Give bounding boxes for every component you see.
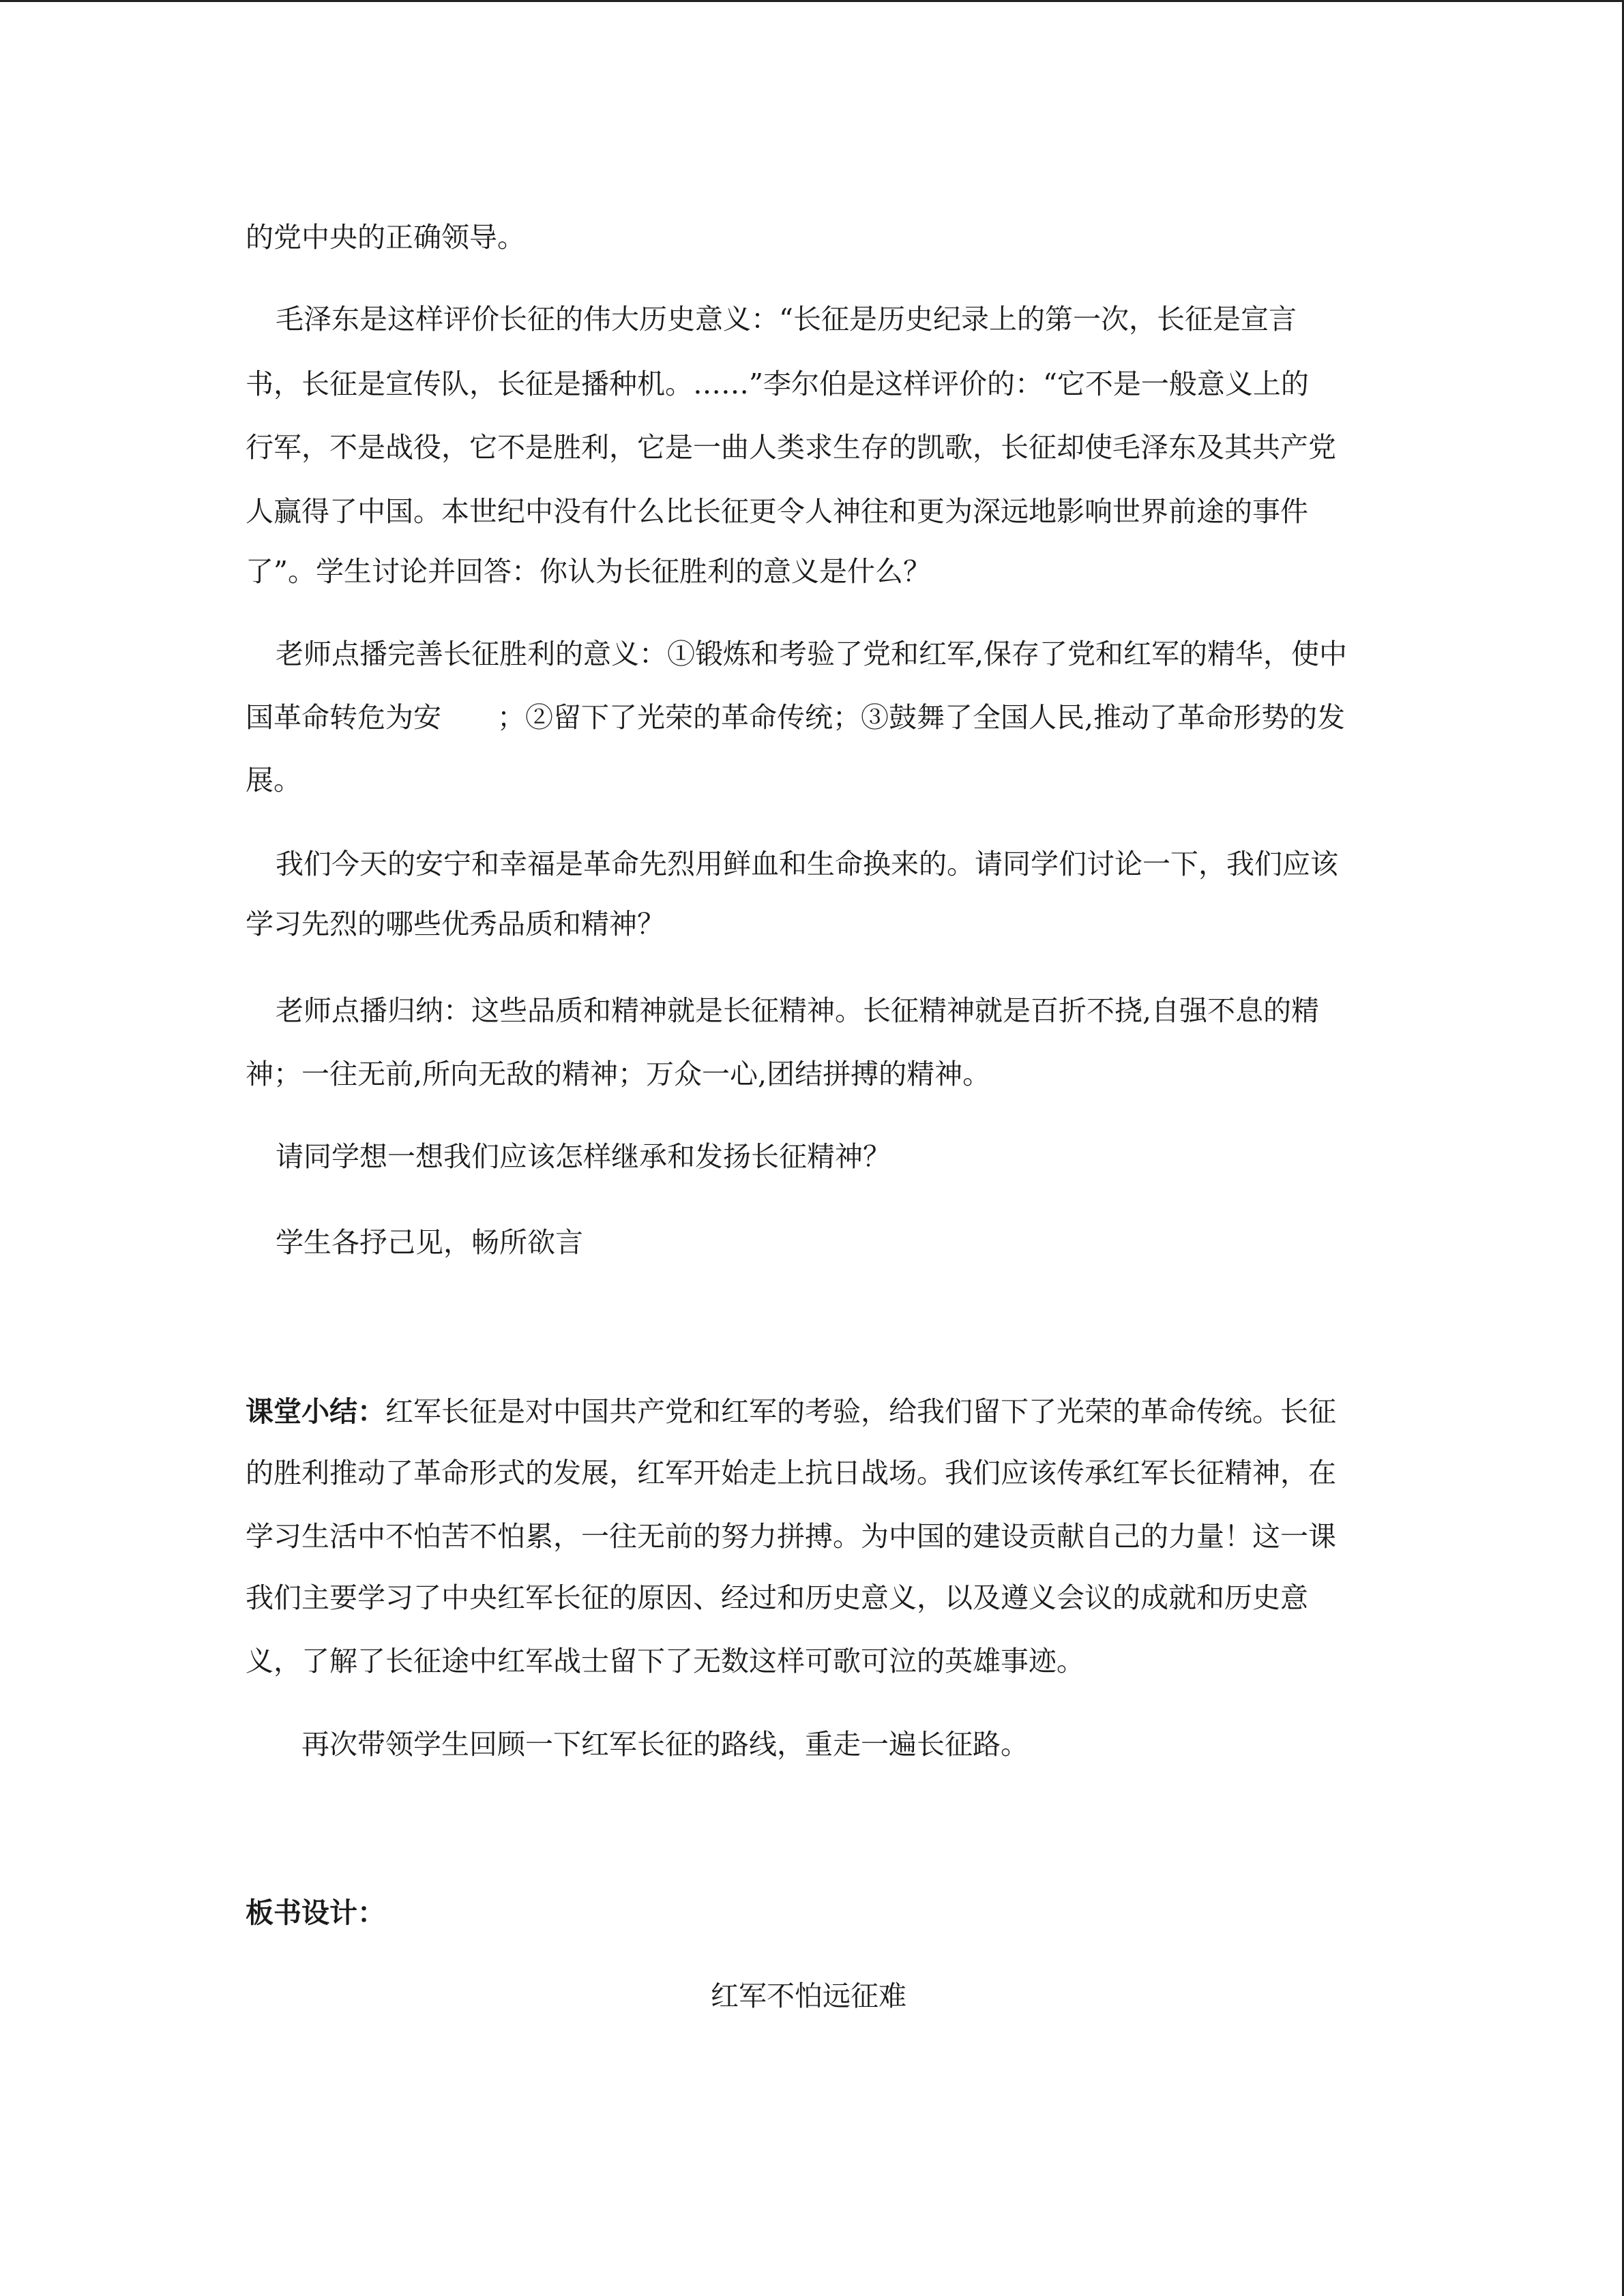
paragraph-line: 人赢得了中国。本世纪中没有什么比长征更令人神往和更为深远地影响世界前途的事件 xyxy=(246,495,1308,528)
paragraph-line: 国革命转危为安 ；②留下了光荣的革命传统；③鼓舞了全国人民,推动了革命形势的发 xyxy=(246,701,1346,734)
board-design-heading: 板书设计： xyxy=(246,1896,385,1929)
paragraph-line: 我们主要学习了中央红军长征的原因、经过和历史意义，以及遵义会议的成就和历史意 xyxy=(246,1581,1308,1614)
paragraph-line: 学习先烈的哪些优秀品质和精神？ xyxy=(246,908,665,940)
paragraph-line: 毛泽东是这样评价长征的伟大历史意义：“长征是历史纪录上的第一次，长征是宣言 xyxy=(276,303,1297,336)
paragraph-line: 请同学想一想我们应该怎样继承和发扬长征精神？ xyxy=(276,1140,891,1173)
summary-text: 红军长征是对中国共产党和红军的考验，给我们留下了光荣的革命传统。长征 xyxy=(385,1395,1336,1428)
paragraph-line: 了”。学生讨论并回答：你认为长征胜利的意义是什么？ xyxy=(246,555,931,588)
paragraph-line: 的胜利推动了革命形式的发展，红军开始走上抗日战场。我们应该传承红军长征精神，在 xyxy=(246,1457,1336,1489)
paragraph-line: 老师点播完善长征胜利的意义：①锻炼和考验了党和红军,保存了党和红军的精华，使中 xyxy=(276,638,1348,670)
paragraph-line: 神；一往无前,所向无敌的精神；万众一心,团结拼搏的精神。 xyxy=(246,1058,991,1090)
paragraph-line: 再次带领学生回顾一下红军长征的路线，重走一遍长征路。 xyxy=(301,1728,1029,1761)
board-title: 红军不怕远征难 xyxy=(711,1980,906,2012)
paragraph-line: 书，长征是宣传队，长征是播种机。……”李尔伯是这样评价的：“它不是一般意义上的 xyxy=(246,368,1309,400)
summary-first-line xyxy=(246,1391,1336,1432)
paragraph-line: 行军，不是战役，它不是胜利，它是一曲人类求生存的凯歌，长征却使毛泽东及其共产党 xyxy=(246,431,1336,464)
paragraph-line: 学生各抒己见，畅所欲言 xyxy=(276,1226,583,1259)
paragraph-line: 老师点播归纳：这些品质和精神就是长征精神。长征精神就是百折不挠,自强不息的精 xyxy=(276,994,1320,1027)
summary-label: 课堂小结： xyxy=(246,1395,385,1428)
paragraph-line: 我们今天的安宁和幸福是革命先烈用鲜血和生命换来的。请同学们讨论一下，我们应该 xyxy=(276,848,1338,880)
paragraph-line: 展。 xyxy=(246,764,301,796)
paragraph-line: 的党中央的正确领导。 xyxy=(246,221,525,254)
paragraph-line: 学习生活中不怕苦不怕累，一往无前的努力拼搏。为中国的建设贡献自己的力量！这一课 xyxy=(246,1520,1336,1553)
top-border-line xyxy=(0,0,1624,2)
paragraph-line: 义，了解了长征途中红军战士留下了无数这样可歌可泣的英雄事迹。 xyxy=(246,1645,1084,1678)
